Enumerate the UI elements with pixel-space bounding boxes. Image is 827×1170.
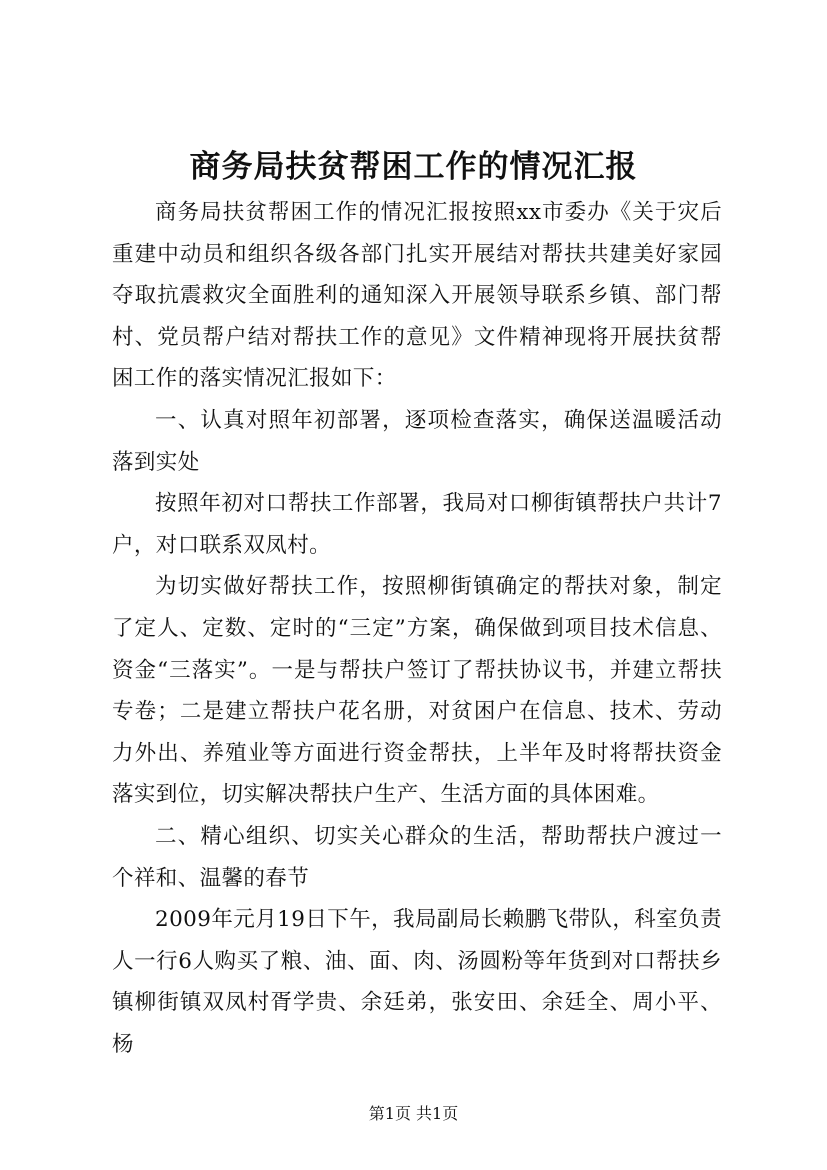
paragraph-intro: 商务局扶贫帮困工作的情况汇报按照xx市委办《关于灾后重建中动员和组织各级各部门扎实开展结对帮扶共建美好家园夺取抗震救灾全面胜利的通知深入开展领导联系乡镇、部门帮村、党员帮户结对帮扶工作的意见》文件精神现将开展扶贫帮困工作的落实情况汇报如下： [112,200,722,392]
paragraph: 2009年元月19日下午，我局副局长赖鹏飞带队，科室负责人一行6人购买了粮、油、面、肉、汤圆粉等年货到对口帮扶乡镇柳街镇双凤村胥学贵、余廷弟，张安田、余廷全、周小平、杨 [112,907,722,1057]
document-body [112,192,722,1065]
paragraph: 为切实做好帮扶工作，按照柳街镇确定的帮扶对象，制定了定人、定数、定时的“三定”方案，确保做到项目技术信息、资金“三落实”。一是与帮扶户签订了帮扶协议书，并建立帮扶专卷；二是建立帮扶户花名册，对贫困户在信息、技术、劳动力外出、养殖业等方面进行资金帮扶，上半年及时将帮扶资金落实到位，切实解决帮扶户生产、生活方面的具体困难。 [112,574,722,808]
page-footer: 第1页 共1页 [368,1104,459,1123]
paragraph: 按照年初对口帮扶工作部署，我局对口柳街镇帮扶户共计7户，对口联系双凤村。 [112,491,722,558]
section-heading-1: 一、认真对照年初部署，逐项检查落实，确保送温暖活动落到实处 [112,407,722,475]
document-title: 商务局扶贫帮困工作的情况汇报 [189,149,638,185]
section-heading-2: 二、精心组织、切实关心群众的生活，帮助帮扶户渡过一个祥和、温馨的春节 [112,823,722,891]
